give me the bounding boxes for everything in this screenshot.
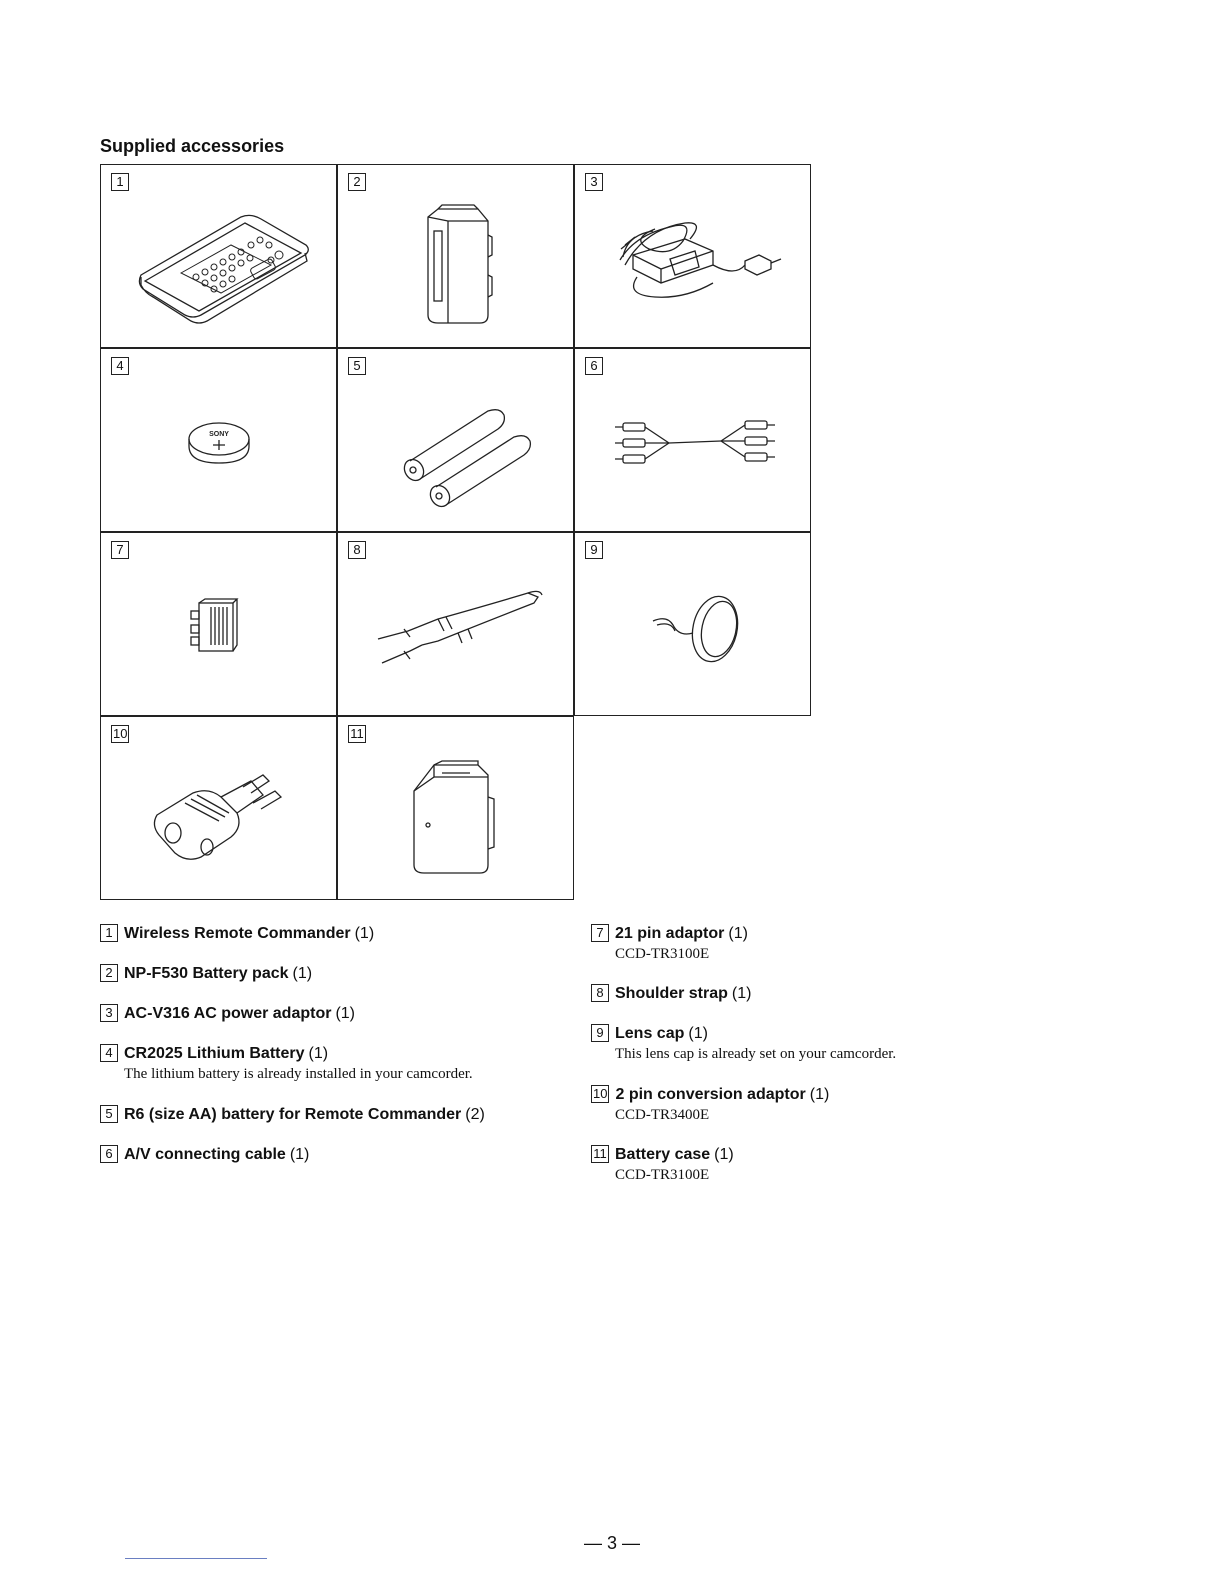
item-quantity: (1) <box>714 1146 734 1163</box>
battery-pack-icon <box>338 165 575 349</box>
list-item <box>591 984 751 1003</box>
remote-commander-icon <box>101 165 338 349</box>
item-number: 10 <box>593 1086 608 1101</box>
item-number: 11 <box>591 1145 609 1163</box>
section-title: Supplied accessories <box>100 136 285 156</box>
accessory-cell-10 <box>100 716 337 900</box>
item-name: Lens cap <box>615 1025 685 1042</box>
list-item <box>100 1044 473 1083</box>
page-number: — 3 — <box>583 1533 640 1553</box>
list-item <box>591 1085 829 1124</box>
item-name: R6 (size AA) battery for Remote Commander <box>124 1106 462 1123</box>
item-name: 2 pin conversion adaptor <box>615 1086 806 1103</box>
item-number: 9 <box>591 1024 609 1042</box>
lens-cap-icon <box>575 533 812 717</box>
item-number: 7 <box>111 541 129 559</box>
list-item <box>100 1145 309 1164</box>
item-note: CCD-TR3100E <box>615 1167 710 1183</box>
ac-adaptor-icon <box>575 165 812 349</box>
item-number: 4 <box>100 1044 118 1062</box>
item-number: 6 <box>585 357 603 375</box>
item-number: 3 <box>585 173 603 191</box>
aa-batteries-icon <box>338 349 575 533</box>
item-name: NP-F530 Battery pack <box>124 965 289 982</box>
item-quantity: (1) <box>292 965 313 982</box>
item-note: This lens cap is already set on your camcorder. <box>615 1046 897 1062</box>
item-number: 6 <box>100 1145 118 1163</box>
item-name: Shoulder strap <box>615 985 728 1002</box>
item-quantity: (2) <box>465 1106 485 1123</box>
accessory-cell-4 <box>100 348 337 532</box>
item-quantity: (1) <box>809 1086 830 1103</box>
lithium-battery-icon <box>101 349 338 533</box>
item-number: 8 <box>348 541 366 559</box>
shoulder-strap-icon <box>338 533 575 717</box>
item-name: AC-V316 AC power adaptor <box>124 1005 332 1022</box>
item-name: 21 pin adaptor <box>615 925 725 942</box>
item-quantity: (1) <box>731 985 752 1002</box>
accessory-cell-8 <box>337 532 574 716</box>
list-item <box>100 1105 485 1124</box>
item-number: 7 <box>591 924 609 942</box>
item-quantity: (1) <box>308 1045 329 1062</box>
accessory-cell-7 <box>100 532 337 716</box>
item-quantity: (1) <box>289 1146 310 1163</box>
item-note: The lithium battery is already installed in your camcorder. <box>124 1066 473 1082</box>
item-quantity: (1) <box>354 925 375 942</box>
item-number: 5 <box>100 1105 118 1123</box>
2-pin-adaptor-icon <box>101 717 338 901</box>
footer-rule <box>125 1558 267 1559</box>
accessory-cell-3 <box>574 164 811 348</box>
item-quantity: (1) <box>688 1025 708 1042</box>
list-item <box>591 1024 896 1063</box>
list-item <box>100 924 374 943</box>
accessory-cell-11 <box>337 716 574 900</box>
accessory-cell-9 <box>574 532 811 716</box>
item-number: 8 <box>591 984 609 1002</box>
item-name: Wireless Remote Commander <box>124 925 351 942</box>
svg-text:SONY: SONY <box>209 431 229 438</box>
item-number: 2 <box>100 964 118 982</box>
av-cable-icon <box>575 349 812 533</box>
list-item <box>591 924 748 963</box>
item-name: CR2025 Lithium Battery <box>124 1045 305 1062</box>
accessory-cell-1 <box>100 164 337 348</box>
item-name: A/V connecting cable <box>124 1146 286 1163</box>
item-number: 4 <box>111 357 129 375</box>
item-note: CCD-TR3100E <box>615 946 710 962</box>
item-note: CCD-TR3400E <box>615 1107 710 1123</box>
item-quantity: (1) <box>335 1005 356 1022</box>
list-item <box>591 1145 734 1184</box>
item-number: 11 <box>348 725 366 743</box>
item-number: 3 <box>100 1004 118 1022</box>
item-number: 1 <box>111 173 129 191</box>
item-number: 2 <box>348 173 366 191</box>
item-quantity: (1) <box>728 925 748 942</box>
accessory-cell-6 <box>574 348 811 532</box>
item-number: 9 <box>585 541 603 559</box>
item-name: Battery case <box>615 1146 711 1163</box>
item-number: 5 <box>348 357 366 375</box>
accessory-cell-2 <box>337 164 574 348</box>
accessory-cell-5 <box>337 348 574 532</box>
21-pin-adaptor-icon <box>101 533 338 717</box>
list-item <box>100 1004 355 1023</box>
item-number: 1 <box>100 924 118 942</box>
item-number: 10 <box>113 726 128 741</box>
battery-case-icon <box>338 717 575 901</box>
list-item <box>100 964 312 983</box>
